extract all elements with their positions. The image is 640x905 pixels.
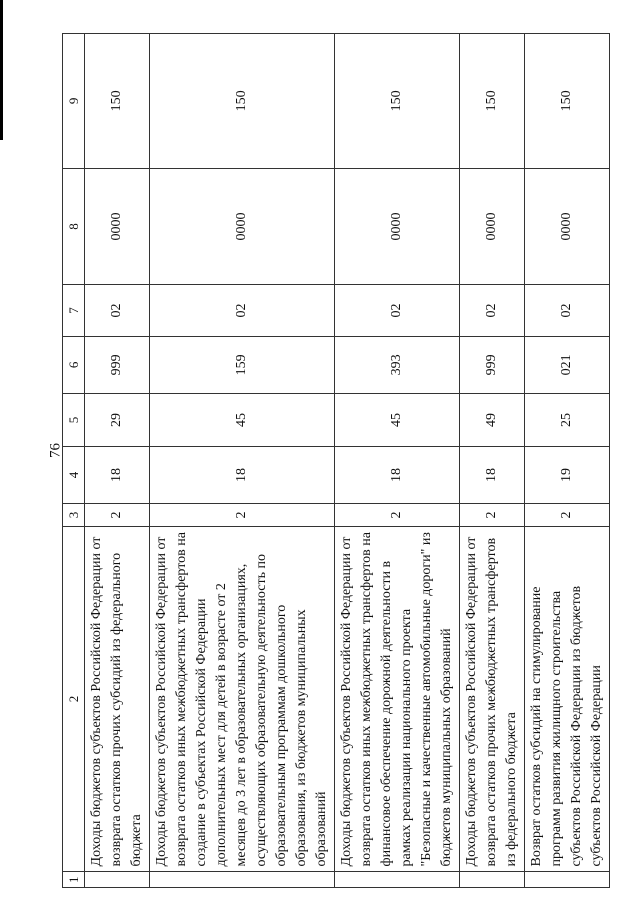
code-cell-6: 999 xyxy=(85,336,150,394)
code-cell-5: 25 xyxy=(525,394,610,446)
code-cell-7: 02 xyxy=(85,285,150,336)
code-cell-4: 19 xyxy=(525,446,610,504)
scan-edge-mark xyxy=(0,0,3,140)
header-cell-2: 2 xyxy=(63,526,85,872)
row-index-cell xyxy=(150,872,335,888)
row-description: Доходы бюджетов субъектов Российской Федерации от возврата остатков прочих межбюджетных трансфертов из федерального бюджета xyxy=(460,526,525,872)
code-cell-3: 2 xyxy=(85,504,150,526)
code-cell-8: 0000 xyxy=(150,168,335,285)
table-row xyxy=(150,34,335,888)
header-cell-5: 5 xyxy=(63,394,85,446)
header-cell-9: 9 xyxy=(63,34,85,169)
code-cell-4: 18 xyxy=(85,446,150,504)
code-cell-6: 393 xyxy=(335,336,460,394)
row-description: Доходы бюджетов субъектов Российской Федерации от возврата остатков иных межбюджетных трансфертов на создание в субъектах Российской Федерации дополнительных мест для детей в возрасте от 2 месяцев до 3 лет в образовательных организациях, осуществляющих образовательную деятельность по образовательным программам дошкольного образования, из бюджетов муниципальных образований xyxy=(150,526,335,872)
budget-codes-table xyxy=(62,33,610,888)
header-cell-6: 6 xyxy=(63,336,85,394)
code-cell-6: 999 xyxy=(460,336,525,394)
code-cell-8: 0000 xyxy=(85,168,150,285)
code-cell-4: 18 xyxy=(150,446,335,504)
row-index-cell xyxy=(460,872,525,888)
header-cell-7: 7 xyxy=(63,285,85,336)
code-cell-7: 02 xyxy=(460,285,525,336)
code-cell-8: 0000 xyxy=(525,168,610,285)
table-row xyxy=(460,34,525,888)
code-cell-3: 2 xyxy=(335,504,460,526)
code-cell-5: 29 xyxy=(85,394,150,446)
code-cell-9: 150 xyxy=(525,34,610,169)
header-cell-4: 4 xyxy=(63,446,85,504)
code-cell-8: 0000 xyxy=(335,168,460,285)
code-cell-7: 02 xyxy=(335,285,460,336)
code-cell-3: 2 xyxy=(460,504,525,526)
code-cell-9: 150 xyxy=(460,34,525,169)
table-header-row xyxy=(63,34,85,888)
code-cell-4: 18 xyxy=(335,446,460,504)
code-cell-5: 49 xyxy=(460,394,525,446)
row-description: Доходы бюджетов субъектов Российской Федерации от возврата остатков иных межбюджетных трансфертов на финансовое обеспечение дорожной деятельности в рамках реализации национального проекта "Безопасные и качественные автомобильные дороги" из бюджетов муниципальных образований xyxy=(335,526,460,872)
code-cell-7: 02 xyxy=(150,285,335,336)
header-cell-1: 1 xyxy=(63,872,85,888)
code-cell-4: 18 xyxy=(460,446,525,504)
row-description: Возврат остатков субсидий на стимулирование программ развития жилищного строительства субъектов Российской Федерации из бюджетов субъектов Российской Федерации xyxy=(525,526,610,872)
code-cell-5: 45 xyxy=(150,394,335,446)
row-description: Доходы бюджетов субъектов Российской Федерации от возврата остатков прочих субсидий из федерального бюджета xyxy=(85,526,150,872)
code-cell-3: 2 xyxy=(150,504,335,526)
table-row xyxy=(85,34,150,888)
code-cell-9: 150 xyxy=(335,34,460,169)
code-cell-8: 0000 xyxy=(460,168,525,285)
row-index-cell xyxy=(525,872,610,888)
table-row xyxy=(525,34,610,888)
row-index-cell xyxy=(85,872,150,888)
code-cell-6: 159 xyxy=(150,336,335,394)
code-cell-5: 45 xyxy=(335,394,460,446)
page-number: 76 xyxy=(47,443,64,458)
header-cell-3: 3 xyxy=(63,504,85,526)
rotated-sheet xyxy=(62,33,604,888)
table-row xyxy=(335,34,460,888)
header-cell-8: 8 xyxy=(63,168,85,285)
code-cell-6: 021 xyxy=(525,336,610,394)
code-cell-3: 2 xyxy=(525,504,610,526)
code-cell-7: 02 xyxy=(525,285,610,336)
row-index-cell xyxy=(335,872,460,888)
code-cell-9: 150 xyxy=(85,34,150,169)
code-cell-9: 150 xyxy=(150,34,335,169)
